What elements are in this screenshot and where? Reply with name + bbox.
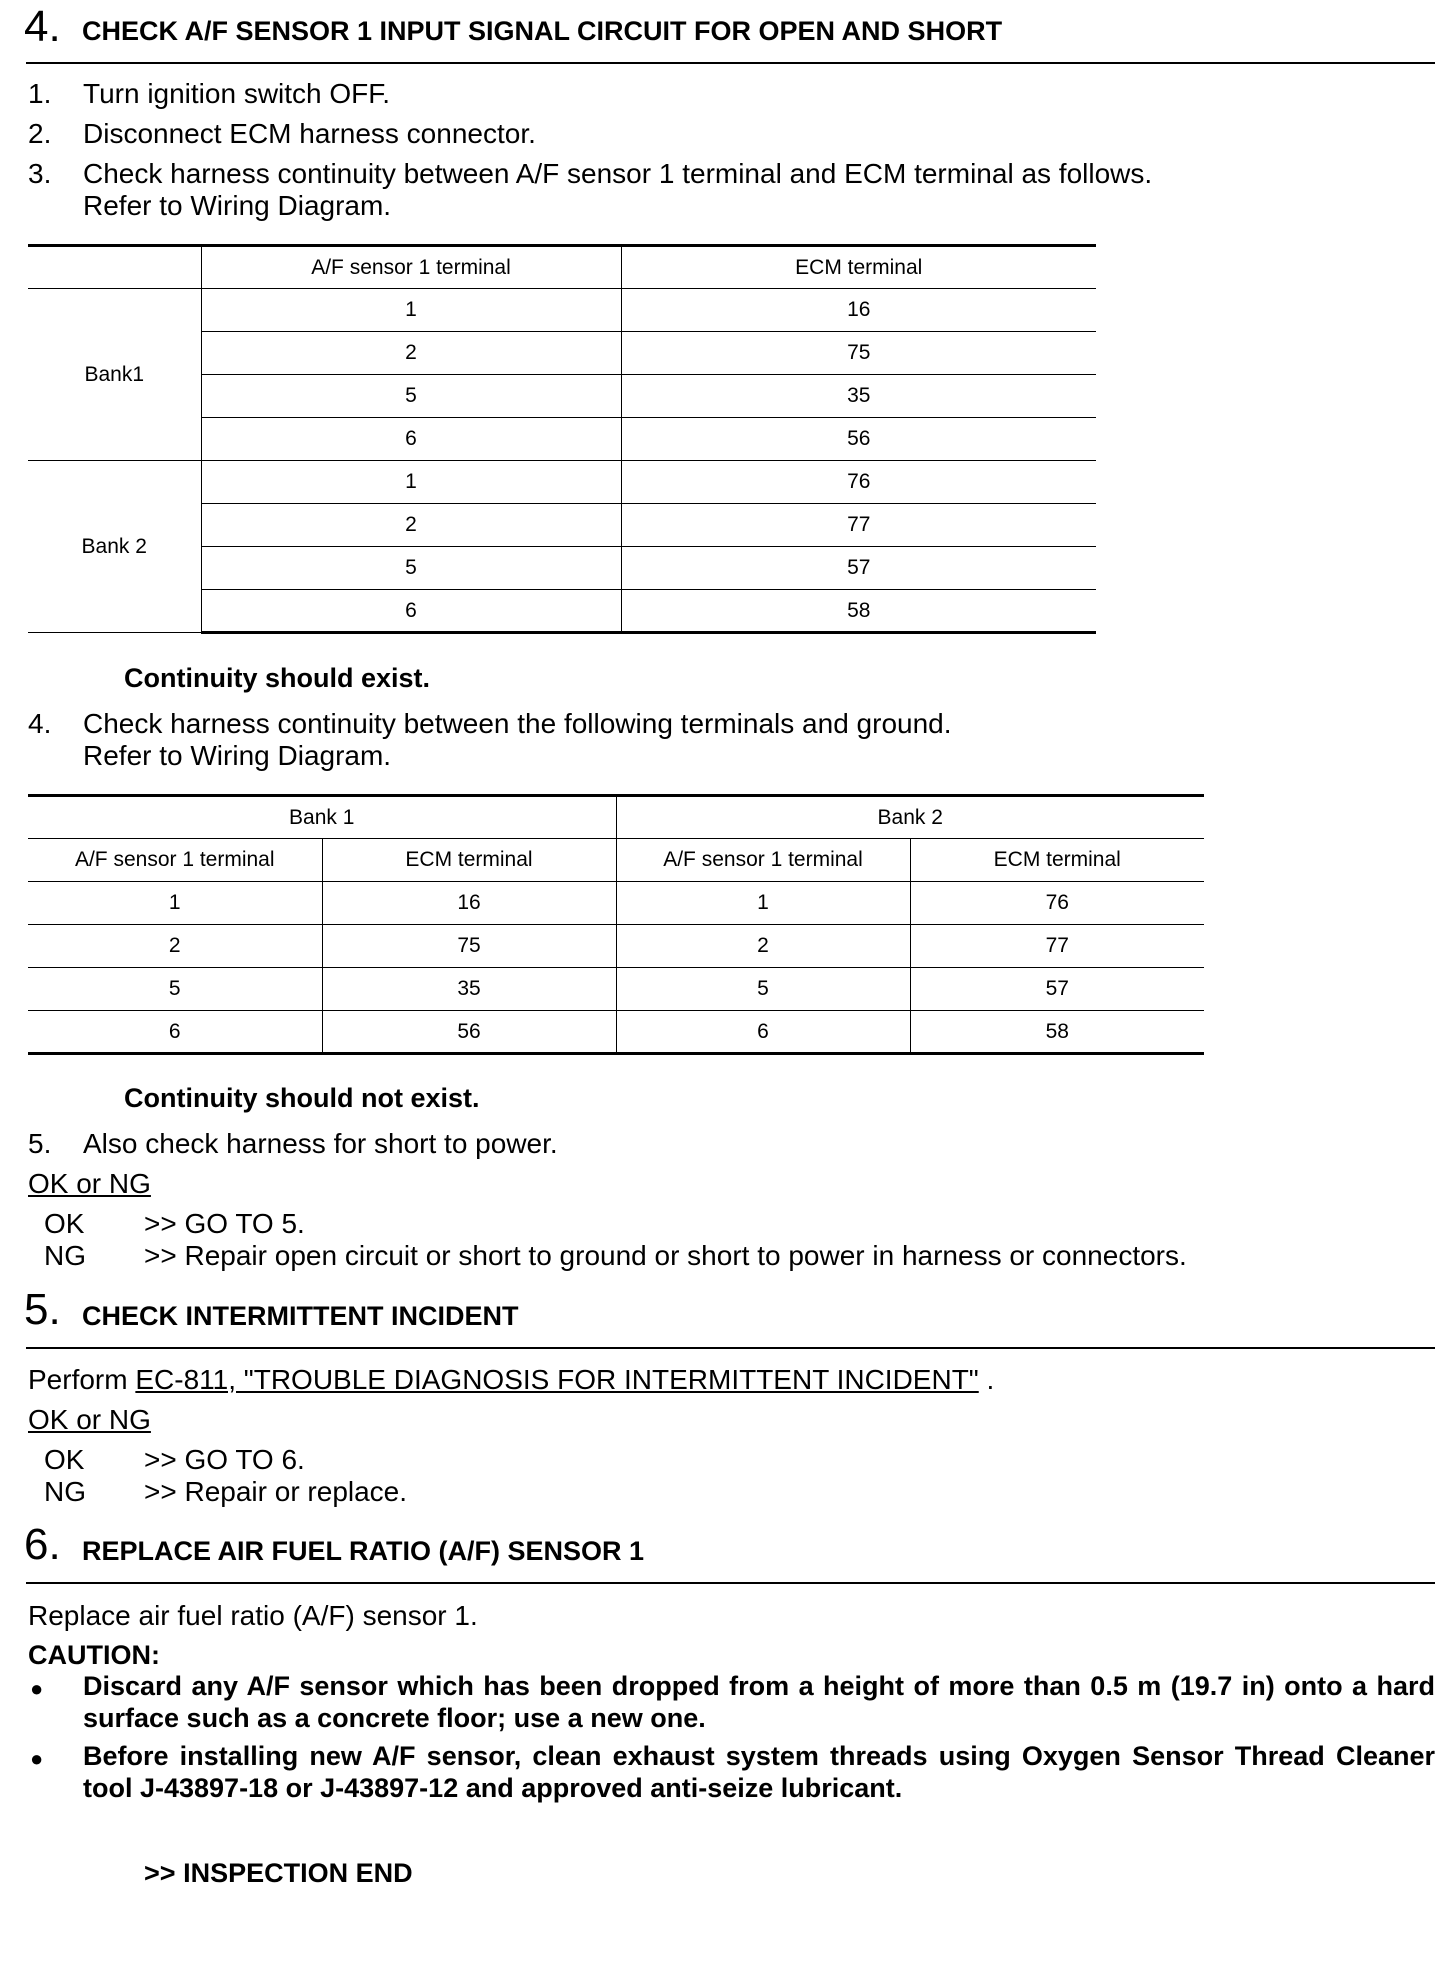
section-5-rule <box>26 1347 1435 1349</box>
continuity-table-1 <box>28 244 1096 634</box>
table-cell: 16 <box>322 882 616 925</box>
ok-action: >> GO TO 6. <box>144 1444 305 1475</box>
end-arrow: >> <box>144 1858 176 1888</box>
bank-label: Bank 2 <box>28 461 201 633</box>
table-header-row <box>28 246 1096 289</box>
perform-suffix: . <box>986 1364 995 1395</box>
table-cell: 2 <box>201 504 621 547</box>
table-cell: 35 <box>621 375 1096 418</box>
table-cell: 77 <box>621 504 1096 547</box>
ng-key: NG <box>44 1240 86 1271</box>
table-cell: 5 <box>201 547 621 590</box>
table-cell: 16 <box>621 289 1096 332</box>
bank-1-header: Bank 1 <box>28 796 616 839</box>
replace-instruction: Replace air fuel ratio (A/F) sensor 1. <box>28 1600 478 1631</box>
ok-key: OK <box>44 1208 85 1239</box>
section-4-number: 4. <box>24 2 61 51</box>
table-cell: 6 <box>28 1011 322 1054</box>
step-2-text: Disconnect ECM harness connector. <box>83 118 536 149</box>
table-cell: 5 <box>28 968 322 1011</box>
ok-or-ng-label: OK or NG <box>28 1168 151 1199</box>
section-6-title: REPLACE AIR FUEL RATIO (A/F) SENSOR 1 <box>82 1536 645 1566</box>
ok-action: >> GO TO 5. <box>144 1208 305 1239</box>
table-cell: 75 <box>621 332 1096 375</box>
table-cell: 1 <box>201 289 621 332</box>
ok-key: OK <box>44 1444 85 1475</box>
ng-key: NG <box>44 1476 86 1507</box>
table-cell: 1 <box>28 882 322 925</box>
table-cell: 1 <box>201 461 621 504</box>
step-5-text: Also check harness for short to power. <box>83 1128 558 1159</box>
step-1-text: Turn ignition switch OFF. <box>83 78 391 109</box>
bullet-icon: ● <box>30 1676 44 1701</box>
step-4-text: Check harness continuity between the following terminals and ground. <box>83 708 952 739</box>
table-row <box>28 925 1204 968</box>
table-cell: 2 <box>616 925 910 968</box>
step-3-text: Check harness continuity between A/F sensor 1 terminal and ECM terminal as follows. <box>83 158 1153 189</box>
table-cell: 56 <box>621 418 1096 461</box>
perform-prefix: Perform <box>28 1364 128 1395</box>
table-header-cell <box>28 246 201 289</box>
end-text: INSPECTION END <box>183 1858 413 1888</box>
table-cell: 1 <box>616 882 910 925</box>
caution-item: Before installing new A/F sensor, clean exhaust system threads using Oxygen Sensor Thread Cleaner tool J-43897-18 or J-43897-12 and approved anti-seize lubricant. <box>83 1741 1435 1803</box>
table-group-header-row <box>28 796 1204 839</box>
table-cell: 5 <box>201 375 621 418</box>
bullet-icon: ● <box>30 1746 44 1771</box>
ok-or-ng-label: OK or NG <box>28 1404 151 1435</box>
table-cell: 6 <box>616 1011 910 1054</box>
step-4-text-ref: Refer to Wiring Diagram. <box>83 740 392 771</box>
table-row <box>28 968 1204 1011</box>
step-1-number: 1. <box>28 78 52 109</box>
continuity-should-not-exist: Continuity should not exist. <box>124 1083 480 1113</box>
ng-action: >> Repair or replace. <box>144 1476 408 1507</box>
section-5-number: 5. <box>24 1285 61 1334</box>
table-header-cell: ECM terminal <box>322 839 616 882</box>
step-5-number: 5. <box>28 1128 52 1159</box>
continuity-should-exist: Continuity should exist. <box>124 663 431 693</box>
table-cell: 35 <box>322 968 616 1011</box>
step-4-number: 4. <box>28 708 52 739</box>
table-cell: 6 <box>201 418 621 461</box>
table-cell: 56 <box>322 1011 616 1054</box>
table-cell: 57 <box>910 968 1204 1011</box>
step-2-number: 2. <box>28 118 52 149</box>
table-cell: 76 <box>621 461 1096 504</box>
section-4-rule <box>26 62 1435 64</box>
table-header-cell: A/F sensor 1 terminal <box>28 839 322 882</box>
inspection-end <box>144 1858 413 1889</box>
section-6-number: 6. <box>24 1520 61 1569</box>
step-3-number: 3. <box>28 158 52 189</box>
bank-label: Bank1 <box>28 289 201 461</box>
caution-label: CAUTION: <box>28 1640 160 1670</box>
table-cell: 77 <box>910 925 1204 968</box>
table-row <box>28 882 1204 925</box>
section-4-title: CHECK A/F SENSOR 1 INPUT SIGNAL CIRCUIT FOR OPEN AND SHORT <box>82 16 1003 46</box>
section-6-rule <box>26 1582 1435 1584</box>
table-row <box>28 289 1096 332</box>
table-row <box>28 1011 1204 1054</box>
step-3-text-ref: Refer to Wiring Diagram. <box>83 190 392 221</box>
table-cell: 2 <box>201 332 621 375</box>
table-header-row <box>28 839 1204 882</box>
ng-action: >> Repair open circuit or short to ground or short to power in harness or connectors. <box>144 1240 1187 1271</box>
table-cell: 58 <box>621 590 1096 633</box>
table-cell: 57 <box>621 547 1096 590</box>
table-header-cell: A/F sensor 1 terminal <box>616 839 910 882</box>
table-row <box>28 461 1096 504</box>
ec-811-link[interactable]: EC-811, "TROUBLE DIAGNOSIS FOR INTERMITTENT INCIDENT" <box>135 1364 979 1395</box>
caution-item: Discard any A/F sensor which has been dropped from a height of more than 0.5 m (19.7 in) onto a hard surface such as a concrete floor; use a new one. <box>83 1671 1435 1733</box>
perform-line <box>28 1364 994 1396</box>
table-cell: 2 <box>28 925 322 968</box>
table-header-cell: ECM terminal <box>910 839 1204 882</box>
continuity-table-2 <box>28 794 1204 1055</box>
section-5-title: CHECK INTERMITTENT INCIDENT <box>82 1301 519 1331</box>
table-header-cell: ECM terminal <box>621 246 1096 289</box>
table-header-cell: A/F sensor 1 terminal <box>201 246 621 289</box>
table-cell: 6 <box>201 590 621 633</box>
table-cell: 58 <box>910 1011 1204 1054</box>
table-cell: 5 <box>616 968 910 1011</box>
table-cell: 75 <box>322 925 616 968</box>
table-cell: 76 <box>910 882 1204 925</box>
bank-2-header: Bank 2 <box>616 796 1204 839</box>
